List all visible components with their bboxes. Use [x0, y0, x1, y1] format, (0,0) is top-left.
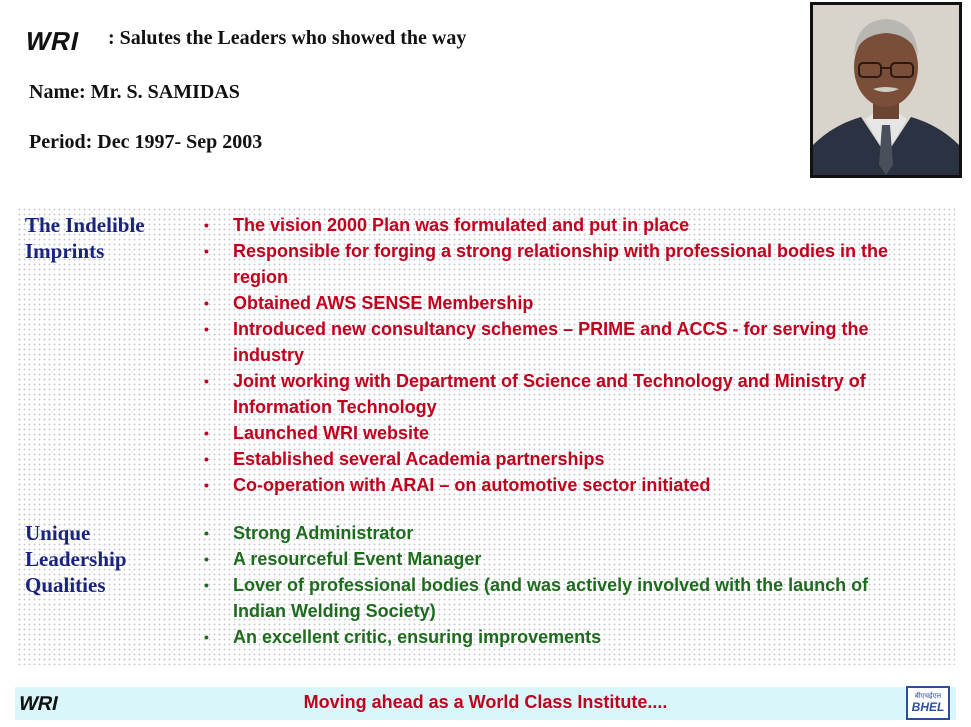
bhel-logo-text: BHEL — [911, 700, 945, 714]
content-panel — [17, 207, 955, 665]
bullet-dot: • — [204, 217, 209, 233]
footer-slogan: Moving ahead as a World Class Institute.... — [303, 692, 668, 712]
bullet-dot: • — [204, 373, 209, 389]
list-item: • Established several Academia partnerships — [200, 446, 920, 472]
bullet-dot: • — [204, 525, 209, 541]
list-item: • A resourceful Event Manager — [200, 546, 920, 572]
list-item: • Obtained AWS SENSE Membership — [200, 290, 920, 316]
section-heading: The Indelible Imprints — [25, 213, 145, 263]
bullet-list — [200, 212, 920, 498]
wri-logo-text: WRI — [16, 693, 61, 715]
list-item: • Responsible for forging a strong relationship with professional bodies in the region — [200, 238, 920, 290]
wri-logo — [22, 26, 83, 56]
period-line: Period: Dec 1997- Sep 2003 — [29, 131, 263, 153]
bullet-dot: • — [204, 243, 209, 259]
bhel-logo — [906, 686, 950, 720]
tagline: : Salutes the Leaders who showed the way — [108, 27, 467, 49]
list-item: • Joint working with Department of Science and Technology and Ministry of Information Technology — [200, 368, 920, 420]
bullet-dot: • — [204, 295, 209, 311]
section-heading: Unique Leadership Qualities — [25, 521, 127, 597]
list-item: • Lover of professional bodies (and was actively involved with the launch of Indian Welding Society) — [200, 572, 920, 624]
list-item: • Co-operation with ARAI – on automotive sector initiated — [200, 472, 920, 498]
list-item: • Strong Administrator — [200, 520, 920, 546]
list-item: • Introduced new consultancy schemes – PRIME and ACCS - for serving the industry — [200, 316, 920, 368]
list-item: • An excellent critic, ensuring improvements — [200, 624, 920, 650]
wri-logo-text: WRI — [22, 26, 83, 56]
bullet-dot: • — [204, 451, 209, 467]
list-item: • The vision 2000 Plan was formulated and put in place — [200, 212, 920, 238]
bullet-dot: • — [204, 425, 209, 441]
bullet-list — [200, 520, 920, 650]
portrait-photo — [810, 2, 962, 178]
bullet-dot: • — [204, 577, 209, 593]
bullet-dot: • — [204, 551, 209, 567]
bullet-dot: • — [204, 477, 209, 493]
list-item: • Launched WRI website — [200, 420, 920, 446]
bhel-logo-hindi: बीएचईएल — [914, 692, 942, 700]
bullet-dot: • — [204, 629, 209, 645]
bullet-dot: • — [204, 321, 209, 337]
name-line: Name: Mr. S. SAMIDAS — [29, 81, 240, 103]
